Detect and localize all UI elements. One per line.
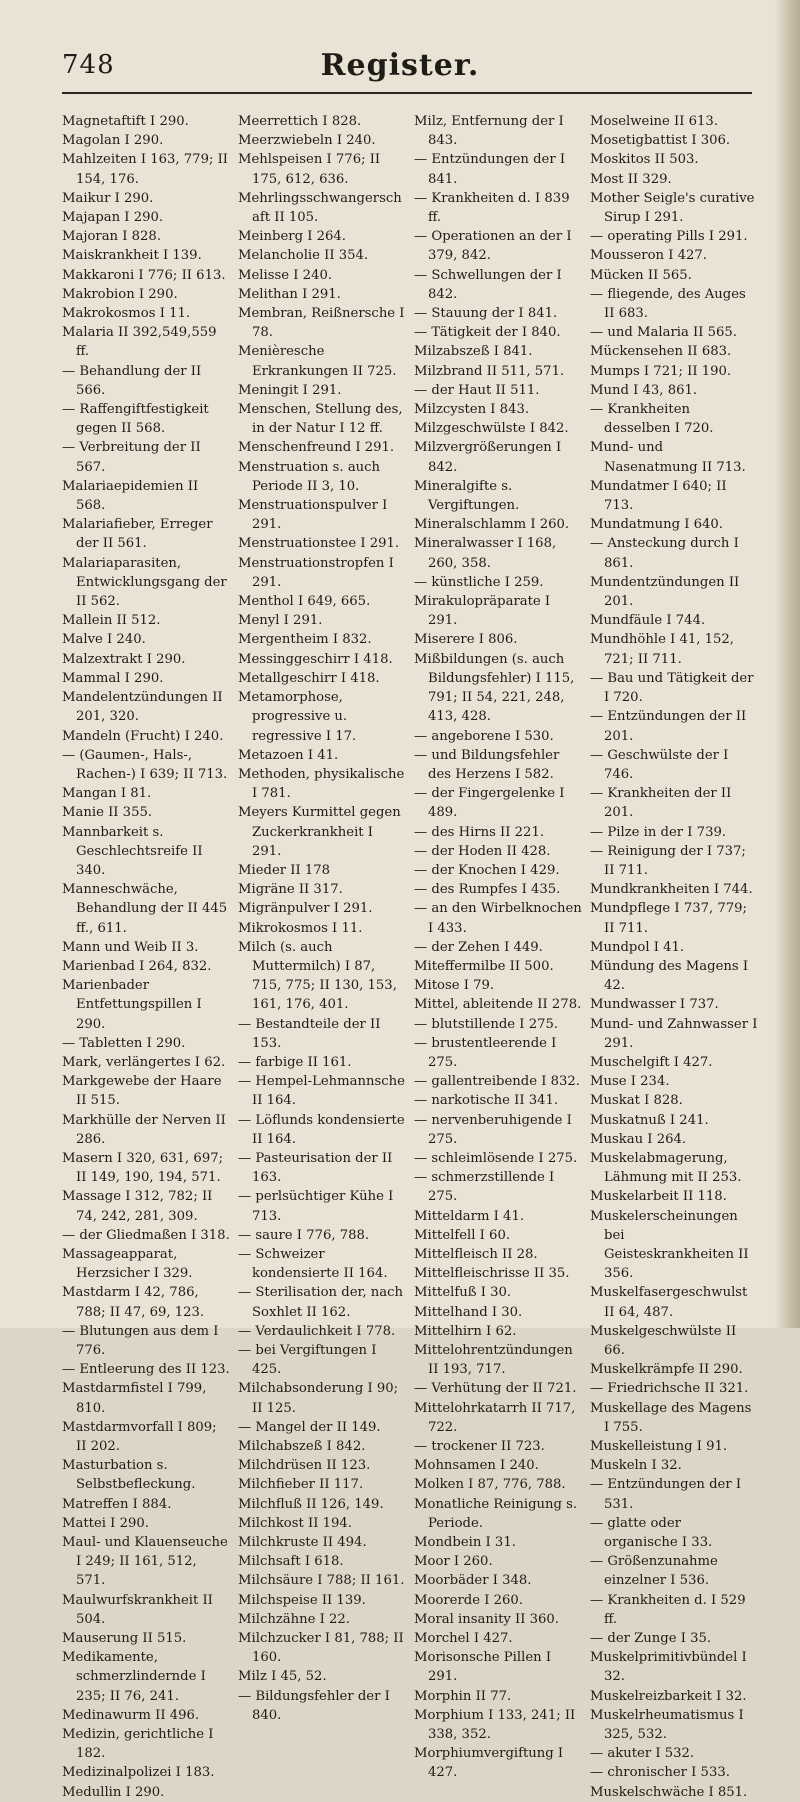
index-entry: Majapan I 290. <box>62 210 164 226</box>
index-entry: Medizinalpolizei I 183. <box>62 1765 215 1781</box>
index-entry: Mittelfell I 60. <box>414 1227 511 1243</box>
index-entry: Meningit I 291. <box>238 382 342 398</box>
index-entry: — Ansteckung durch I 861. <box>590 536 739 571</box>
index-entry: Mergentheim I 832. <box>238 632 372 648</box>
index-entry: Mundkrankheiten I 744. <box>590 882 753 898</box>
index-entry: Marienbad I 264, 832. <box>62 958 212 974</box>
index-entry: Milchdrüsen II 123. <box>238 1458 371 1474</box>
index-entry: — Reinigung der I 737; II 711. <box>590 843 746 878</box>
index-entry: — Stauung der I 841. <box>414 306 558 322</box>
index-entry: — (Gaumen-, Hals-, Rachen-) I 639; II 713. <box>62 747 228 782</box>
index-entry: — Operationen an der I 379, 842. <box>414 229 572 264</box>
index-entry: Milchkost II 194. <box>238 1515 352 1531</box>
index-entry: Muskelgeschwülste II 66. <box>590 1323 737 1358</box>
index-entry: Mastdarmfistel I 799, 810. <box>62 1381 207 1416</box>
index-entry: — der Knochen I 429. <box>414 862 560 878</box>
index-entry: Malariaparasiten, Entwicklungsgang der II 562. <box>62 555 227 610</box>
index-entry: Medullin I 290. <box>62 1784 165 1800</box>
index-entry: — Schwellungen der I 842. <box>414 267 562 302</box>
index-entry: Mehlspeisen I 776; II 175, 612, 636. <box>238 152 381 187</box>
index-entry: Mundentzündungen II 201. <box>590 574 740 610</box>
index-entry: Mundatmung I 640. <box>590 517 723 533</box>
index-entry: — perlsüchtiger Kühe I 713. <box>238 1189 394 1224</box>
index-entry: Milchkruste II 494. <box>238 1535 367 1551</box>
index-entry: Mineralgifte s. Vergiftungen. <box>414 478 520 514</box>
index-entry: Mittelfleischrisse II 35. <box>414 1266 570 1282</box>
index-entry: — Friedrichsche II 321. <box>590 1381 749 1397</box>
index-entry: — fliegende, des Auges II 683. <box>590 286 746 322</box>
index-entry: Moor I 260. <box>414 1554 493 1570</box>
index-entry: Marienbader Entfettungspillen I 290. <box>62 978 202 1032</box>
index-entry: Mittelohrentzündungen II 193, 717. <box>414 1343 573 1378</box>
index-entry: Markhülle der Nerven II 286. <box>62 1112 226 1147</box>
index-entry: — Blutungen aus dem I 776. <box>62 1323 219 1358</box>
index-entry: Menschen, Stellung des, in der Natur I 12 ff. <box>238 402 403 437</box>
index-entry: Methoden, physikalische I 781. <box>238 766 405 802</box>
index-entry: Messinggeschirr I 418. <box>238 651 393 667</box>
index-entry: — nervenberuhigende I 275. <box>414 1112 572 1147</box>
index-entry: — Bildungsfehler der I 840. <box>238 1688 390 1723</box>
index-entry: Mehrlingsschwangerschaft II 105. <box>238 190 402 226</box>
index-entry: Moorerde I 260. <box>414 1592 523 1608</box>
index-entry: Muskelprimitivbündel I 32. <box>590 1650 747 1685</box>
index-entry: Meinberg I 264. <box>238 229 346 245</box>
index-entry: Makkaroni I 776; II 613. <box>62 267 226 283</box>
index-entry: Mundhöhle I 41, 152, 721; II 711. <box>590 632 735 667</box>
index-entry: — Raffengiftfestigkeit gegen II 568. <box>62 402 209 437</box>
index-entry: — der Gliedmaßen I 318. <box>62 1227 230 1243</box>
index-entry: Menyl I 291. <box>238 613 323 629</box>
index-entry: — trockener II 723. <box>414 1439 545 1455</box>
index-entry: Magolan I 290. <box>62 133 164 149</box>
index-entry: Metallgeschirr I 418. <box>238 670 380 686</box>
index-column-1 <box>62 112 230 1800</box>
index-entry: Mündung des Magens I 42. <box>590 958 749 994</box>
index-entry: Muskelreizbarkeit I 32. <box>590 1688 747 1704</box>
index-entry: Malve I 240. <box>62 632 146 648</box>
index-entry: Maiskrankheit I 139. <box>62 248 202 264</box>
index-entry: Mammal I 290. <box>62 670 164 686</box>
index-entry: Morchel I 427. <box>414 1631 513 1647</box>
index-entry: Mangan I 81. <box>62 786 152 802</box>
index-entry: — Verdaulichkeit I 778. <box>238 1323 396 1339</box>
index-entry: Mundfäule I 744. <box>590 613 706 629</box>
index-entry: Mieder II 178 <box>238 862 331 878</box>
index-entry: Muskat I 828. <box>590 1093 683 1109</box>
index-entry: Mund I 43, 861. <box>590 382 698 398</box>
index-entry: Markgewebe der Haare II 515. <box>62 1074 222 1109</box>
index-entry: Muskelarbeit II 118. <box>590 1189 727 1205</box>
index-entry: Milchabsonderung I 90; II 125. <box>238 1381 399 1416</box>
index-entry: Manneschwäche, Behandlung der II 445 ff., 611. <box>62 882 228 936</box>
index-entry: — gallentreibende I 832. <box>414 1074 580 1090</box>
index-entry: — farbige II 161. <box>238 1054 352 1070</box>
index-entry: Mund- und Nasenatmung II 713. <box>590 440 746 475</box>
index-entry: Meerzwiebeln I 240. <box>238 133 376 149</box>
index-entry: — schleimlösende I 275. <box>414 1150 578 1166</box>
index-entry: Moorbäder I 348. <box>414 1573 532 1589</box>
index-entry: Muschelgift I 427. <box>590 1054 713 1070</box>
index-entry: Muskelfasergeschwulst II 64, 487. <box>590 1285 748 1320</box>
index-entry: — Krankheiten d. I 839 ff. <box>414 190 570 226</box>
index-entry: — des Hirns II 221. <box>414 824 545 840</box>
index-entry: Mittelohrkatarrh II 717, 722. <box>414 1400 576 1435</box>
index-entry: — brustentleerende I 275. <box>414 1035 557 1070</box>
index-entry: Mohnsamen I 240. <box>414 1458 539 1474</box>
index-entry: Milz, Entfernung der I 843. <box>414 114 564 149</box>
index-entry: — schmerzstillende I 275. <box>414 1170 555 1205</box>
index-entry: Muskeln I 32. <box>590 1458 682 1474</box>
index-entry: Medikamente, schmerzlindernde I 235; II 76, 241. <box>62 1650 206 1704</box>
index-entry: — chronischer I 533. <box>590 1765 730 1781</box>
index-entry: Milchzähne I 22. <box>238 1611 350 1627</box>
index-entry: Mastdarm I 42, 786, 788; II 47, 69, 123. <box>62 1285 205 1320</box>
index-entry: Mund- und Zahnwasser I 291. <box>590 1016 758 1051</box>
index-entry: Mumps I 721; II 190. <box>590 363 732 379</box>
index-entry: — Löflunds kondensierte II 164. <box>238 1112 405 1147</box>
index-entry: Majoran I 828. <box>62 229 162 245</box>
index-entry: — bei Vergiftungen I 425. <box>238 1343 377 1378</box>
index-entry: — des Rumpfes I 435. <box>414 882 561 898</box>
index-entry: Migräne II 317. <box>238 882 343 898</box>
index-entry: Milchabszeß I 842. <box>238 1439 366 1455</box>
index-entry: — Tätigkeit der I 840. <box>414 325 561 341</box>
index-entry: — akuter I 532. <box>590 1746 695 1762</box>
index-entry: Muskelschwäche I 851. <box>590 1784 748 1800</box>
index-entry: Moselweine II 613. <box>590 114 719 129</box>
index-entry: Most II 329. <box>590 171 672 187</box>
index-entry: — Schweizer kondensierte II 164. <box>238 1246 388 1282</box>
index-entry: Milchsäure I 788; II 161. <box>238 1573 405 1589</box>
index-entry: Mundwasser I 737. <box>590 997 719 1013</box>
index-entry: Mauserung II 515. <box>62 1631 187 1647</box>
index-entry: Mandelentzündungen II 201, 320. <box>62 690 223 725</box>
index-entry: Milzvergrößerungen I 842. <box>414 440 562 475</box>
index-entry: — der Haut II 511. <box>414 382 540 398</box>
index-entry: — Krankheiten der II 201. <box>590 786 732 821</box>
index-entry: Mother Seigle's curative Sirup I 291. <box>590 190 755 226</box>
index-entry: Morphin II 77. <box>414 1688 512 1704</box>
index-entry: Mißbildungen (s. auch Bildungsfehler) I 115, 791; II 54, 221, 248, 413, 428. <box>414 651 575 725</box>
index-entry: — an den Wirbelknochen I 433. <box>414 901 582 936</box>
index-entry: Milchzucker I 81, 788; II 160. <box>238 1631 404 1666</box>
index-entry: — saure I 776, 788. <box>238 1227 370 1243</box>
index-entry: Mosetigbattist I 306. <box>590 133 731 149</box>
index-entry: Mundpol I 41. <box>590 939 685 955</box>
index-entry: Mittelfuß I 30. <box>414 1285 512 1301</box>
index-entry: — der Fingergelenke I 489. <box>414 786 565 821</box>
index-entry: Meerrettich I 828. <box>238 114 362 129</box>
index-entry: Mineralwasser I 168, 260, 358. <box>414 536 557 571</box>
index-entry: Massage I 312, 782; II 74, 242, 281, 309. <box>62 1189 213 1224</box>
index-entry: — Pilze in der I 739. <box>590 824 727 840</box>
index-entry: Mann und Weib II 3. <box>62 939 199 955</box>
index-entry: Malariaepidemien II 568. <box>62 478 199 514</box>
page-title: Register. <box>320 48 480 83</box>
index-entry: — und Bildungsfehler des Herzens I 582. <box>414 747 560 782</box>
index-entry: — Entzündungen der II 201. <box>590 709 747 744</box>
index-entry: — Mangel der II 149. <box>238 1419 381 1435</box>
index-entry: Mirakulopräparate I 291. <box>414 594 551 629</box>
index-entry: Milchfluß II 126, 149. <box>238 1496 384 1512</box>
index-column-3 <box>414 112 582 1781</box>
index-entry: Morisonsche Pillen I 291. <box>414 1650 552 1685</box>
index-entry: Mandeln (Frucht) I 240. <box>62 728 224 744</box>
index-entry: Mittel, ableitende II 278. <box>414 997 582 1013</box>
index-entry: Moral insanity II 360. <box>414 1611 559 1627</box>
index-entry: Mallein II 512. <box>62 613 161 629</box>
index-entry: Menthol I 649, 665. <box>238 594 371 610</box>
index-entry: Morphium I 133, 241; II 338, 352. <box>414 1707 576 1743</box>
index-entry: Menièresche Erkrankungen II 725. <box>238 344 397 379</box>
index-entry: Mücken II 565. <box>590 267 692 283</box>
index-entry: Muse I 234. <box>590 1074 670 1090</box>
page-number: 748 <box>62 50 115 80</box>
index-entry: — Entzündungen der I 531. <box>590 1477 742 1512</box>
index-entry: Milzbrand II 511, 571. <box>414 363 565 379</box>
index-entry: — Krankheiten d. I 529 ff. <box>590 1592 746 1627</box>
index-entry: Maikur I 290. <box>62 190 154 206</box>
index-entry: — Größenzunahme einzelner I 536. <box>590 1554 718 1589</box>
index-entry: Metazoen I 41. <box>238 747 339 763</box>
index-entry: Muskelerscheinungen bei Geisteskrankheiten II 356. <box>590 1208 749 1282</box>
index-entry: Mückensehen II 683. <box>590 344 732 360</box>
index-entry: Mittelhand I 30. <box>414 1304 523 1320</box>
index-entry: — Verbreitung der II 567. <box>62 440 201 475</box>
index-entry: Mitose I 79. <box>414 978 495 994</box>
index-entry: Malaria II 392,549,559 ff. <box>62 325 217 360</box>
index-entry: Monatliche Reinigung s. Periode. <box>414 1496 578 1531</box>
index-entry: — Krankheiten desselben I 720. <box>590 402 714 437</box>
index-entry: Massageapparat, Herzsicher I 329. <box>62 1246 193 1282</box>
index-entry: Melisse I 240. <box>238 267 333 283</box>
index-entry: — der Zunge I 35. <box>590 1631 712 1647</box>
index-entry: Mattei I 290. <box>62 1515 149 1531</box>
index-entry: — Pasteurisation der II 163. <box>238 1150 393 1186</box>
index-entry: Molken I 87, 776, 788. <box>414 1477 566 1493</box>
index-entry: Milchfieber II 117. <box>238 1477 364 1493</box>
index-entry: Moskitos II 503. <box>590 152 699 168</box>
index-entry: Milchspeise II 139. <box>238 1592 366 1608</box>
index-entry: Metamorphose, progressive u. regressive I 17. <box>238 690 357 744</box>
header-rule <box>62 92 752 94</box>
index-entry: — operating Pills I 291. <box>590 229 748 245</box>
index-entry: Menstruation s. auch Periode II 3, 10. <box>238 459 381 494</box>
index-entry: — Bau und Tätigkeit der I 720. <box>590 670 754 706</box>
index-entry: Muskelleistung I 91. <box>590 1439 728 1455</box>
index-entry: — der Zehen I 449. <box>414 939 543 955</box>
index-entry: Menschenfreund I 291. <box>238 440 395 456</box>
index-entry: — Bestandteile der II 153. <box>238 1016 381 1051</box>
index-entry: Maulwurfskrankheit II 504. <box>62 1592 213 1627</box>
index-entry: — Geschwülste der I 746. <box>590 747 729 782</box>
index-entry: Mittelhirn I 62. <box>414 1323 517 1339</box>
index-entry: Muskelabmagerung, Lähmung mit II 253. <box>590 1150 742 1186</box>
index-entry: Maul- und Klauenseuche I 249; II 161, 512, 571. <box>62 1535 228 1589</box>
index-columns <box>62 112 762 1800</box>
index-entry: Manie II 355. <box>62 805 153 821</box>
index-entry: Milch (s. auch Muttermilch) I 87, 715, 775; II 130, 153, 161, 176, 401. <box>238 939 397 1013</box>
index-entry: Migränpulver I 291. <box>238 901 373 917</box>
index-entry: — angeborene I 530. <box>414 728 554 744</box>
index-entry: — Sterilisation der, nach Soxhlet II 162. <box>238 1285 403 1320</box>
index-entry: Muskelrheumatismus I 325, 532. <box>590 1707 744 1743</box>
index-entry: Mondbein I 31. <box>414 1535 516 1551</box>
index-entry: Makrobion I 290. <box>62 286 178 302</box>
index-entry: — Behandlung der II 566. <box>62 363 202 398</box>
index-entry: — Hempel-Lehmannsche II 164. <box>238 1074 405 1109</box>
index-entry: — glatte oder organische I 33. <box>590 1515 713 1551</box>
index-entry: — Verhütung der II 721. <box>414 1381 577 1397</box>
index-entry: Milchsaft I 618. <box>238 1554 344 1570</box>
index-entry: Mannbarkeit s. Geschlechtsreife II 340. <box>62 824 203 878</box>
index-entry: Melithan I 291. <box>238 286 341 302</box>
index-entry: — narkotische II 341. <box>414 1093 559 1109</box>
index-entry: Mineralschlamm I 260. <box>414 517 570 533</box>
index-entry: Menstruationstee I 291. <box>238 536 400 552</box>
index-entry: Mundatmer I 640; II 713. <box>590 478 727 514</box>
index-entry: — Entzündungen der I 841. <box>414 152 566 187</box>
index-entry: Mundpflege I 737, 779; II 711. <box>590 901 747 936</box>
index-entry: Mastdarmvorfall I 809; II 202. <box>62 1419 217 1455</box>
index-entry: — und Malaria II 565. <box>590 325 737 341</box>
index-entry: Muskau I 264. <box>590 1131 687 1147</box>
index-entry: Mousseron I 427. <box>590 248 707 264</box>
index-entry: — Tabletten I 290. <box>62 1035 186 1051</box>
index-entry: Milzcysten I 843. <box>414 402 530 418</box>
index-entry: Miteffermilbe II 500. <box>414 958 554 974</box>
index-entry: Meyers Kurmittel gegen Zuckerkrankheit I 291. <box>238 805 401 859</box>
index-entry: Matreffen I 884. <box>62 1496 172 1512</box>
page-edge-shadow <box>774 0 800 1328</box>
index-entry: Malariafieber, Erreger der II 561. <box>62 517 213 552</box>
index-entry: Makrokosmos I 11. <box>62 306 191 322</box>
index-entry: Menstruationstropfen I 291. <box>238 555 394 590</box>
index-entry: Magnetaftift I 290. <box>62 114 189 129</box>
index-entry: Muskellage des Magens I 755. <box>590 1400 752 1435</box>
index-entry: — Entleerung des II 123. <box>62 1362 230 1378</box>
index-entry: Membran, Reißnersche I 78. <box>238 306 405 341</box>
index-entry: Milz I 45, 52. <box>238 1669 327 1685</box>
index-entry: Malzextrakt I 290. <box>62 651 186 667</box>
index-entry: Masturbation s. Selbstbefleckung. <box>62 1458 196 1493</box>
index-entry: Milzgeschwülste I 842. <box>414 421 569 437</box>
index-column-2 <box>238 112 406 1723</box>
index-entry: — künstliche I 259. <box>414 574 544 590</box>
index-entry: Medizin, gerichtliche I 182. <box>62 1727 214 1762</box>
index-entry: Mitteldarm I 41. <box>414 1208 525 1224</box>
index-entry: Medinawurm II 496. <box>62 1707 200 1723</box>
index-entry: Mittelfleisch II 28. <box>414 1246 538 1262</box>
index-entry: — blutstillende I 275. <box>414 1016 559 1032</box>
index-entry: Menstruationspulver I 291. <box>238 498 388 533</box>
index-entry: Masern I 320, 631, 697; II 149, 190, 194, 571. <box>62 1150 224 1186</box>
index-entry: Melancholie II 354. <box>238 248 369 264</box>
index-entry: — der Hoden II 428. <box>414 843 551 859</box>
index-entry: Milzabszeß I 841. <box>414 344 533 360</box>
index-entry: Morphiumvergiftung I 427. <box>414 1746 564 1781</box>
index-entry: Mikrokosmos I 11. <box>238 920 363 936</box>
index-entry: Muskatnuß I 241. <box>590 1112 709 1128</box>
index-entry: Muskelkrämpfe II 290. <box>590 1362 743 1378</box>
index-column-4 <box>590 112 758 1800</box>
index-entry: Miserere I 806. <box>414 632 518 648</box>
index-entry: Mark, verlängertes I 62. <box>62 1054 226 1070</box>
index-entry: Mahlzeiten I 163, 779; II 154, 176. <box>62 152 229 187</box>
